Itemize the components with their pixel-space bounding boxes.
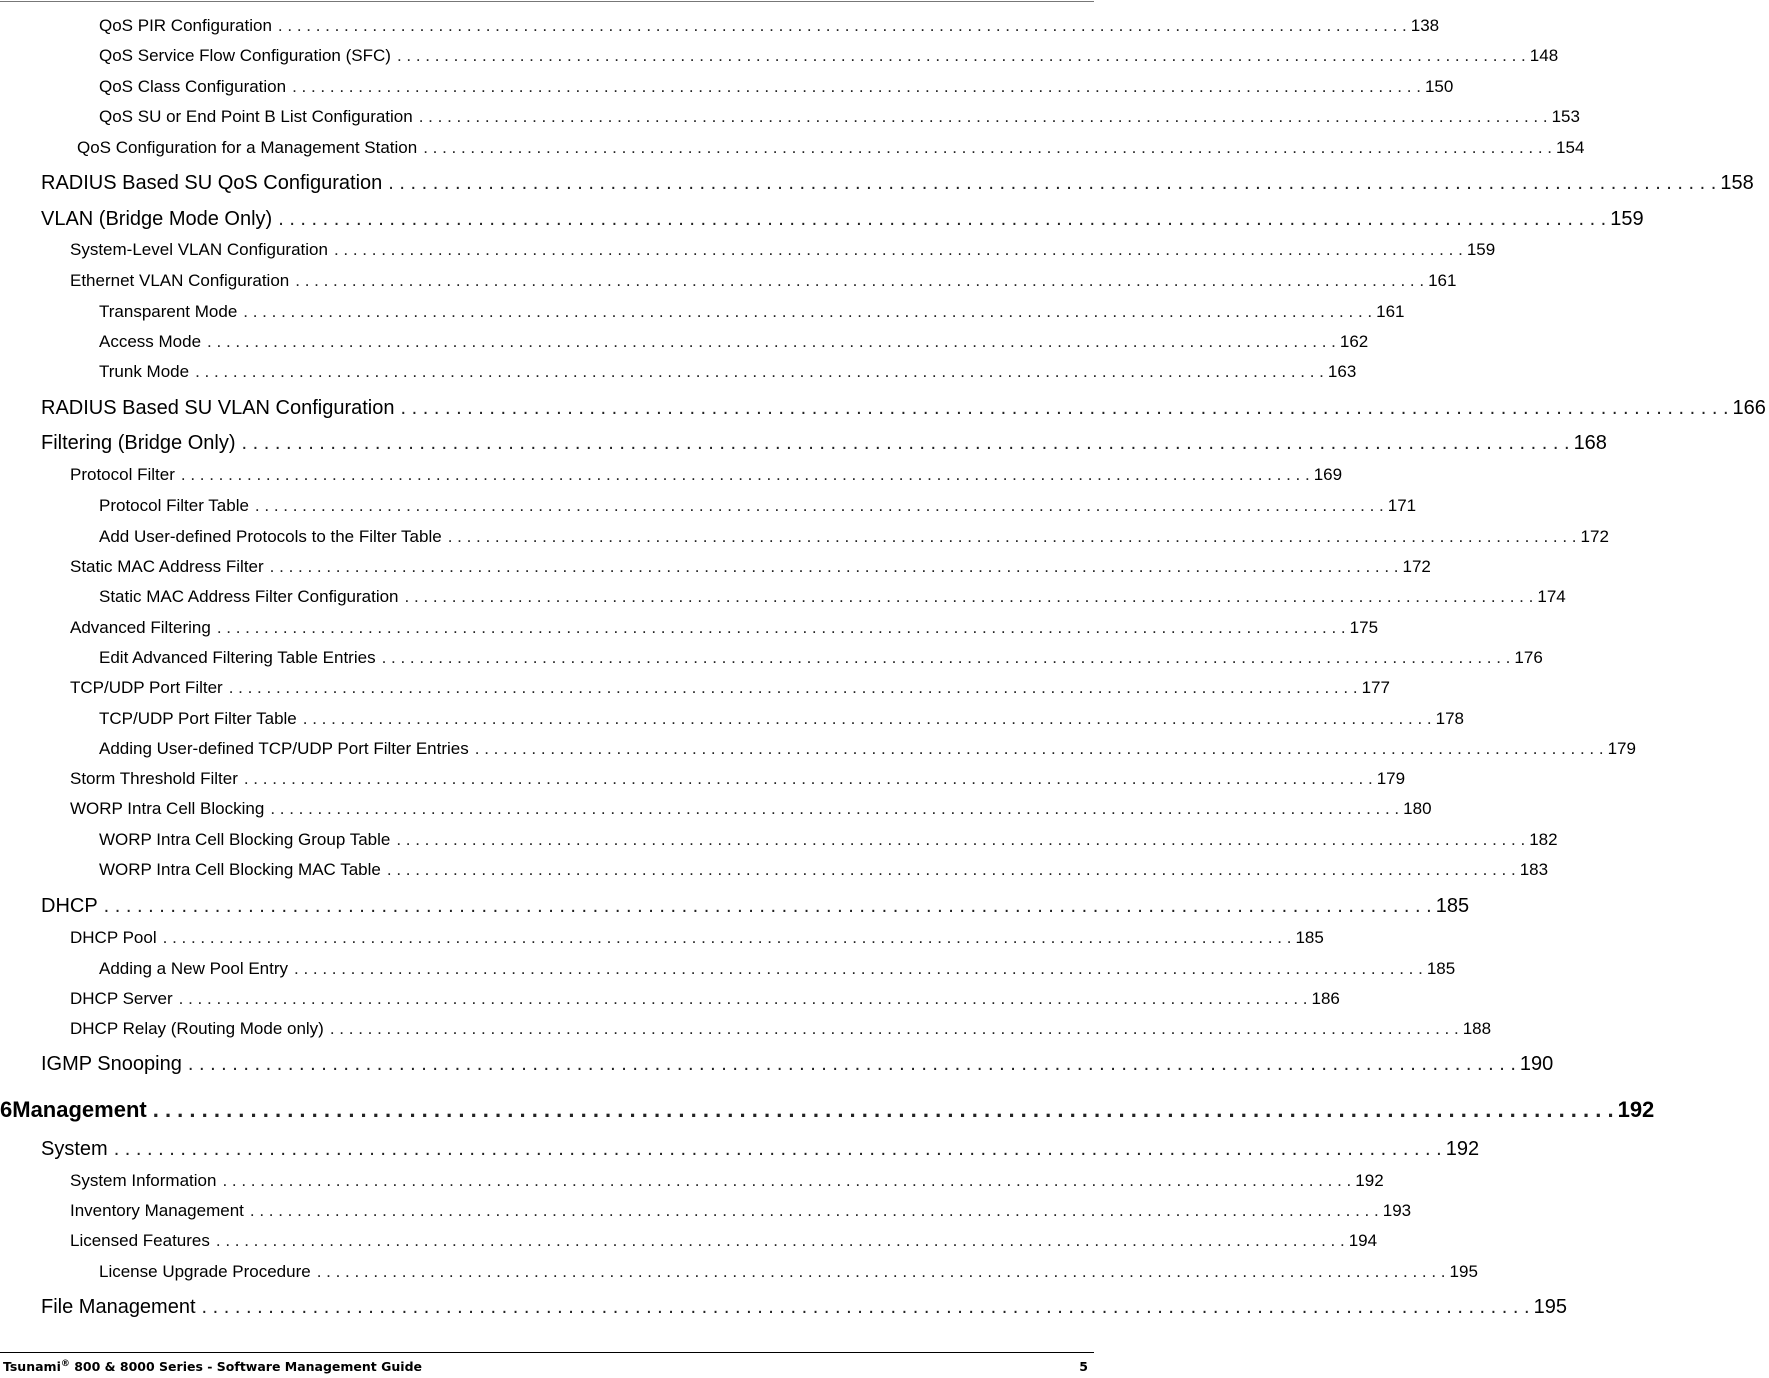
toc-page-number[interactable]: 154 [1556,138,1585,157]
toc-entry-title[interactable]: QoS Class Configuration [99,77,287,96]
toc-page-number[interactable]: 172 [1402,557,1431,576]
toc-entry-title[interactable]: Add User-defined Protocols to the Filter Table [99,527,442,546]
toc-dot-leader: . . . . . . . . . . . . . . . . . . . . . . . . . . . . . . . . . . . . . . . . . . . . . . . . . . . . . . . . . . . . . . . . . . . . . . . . . . . . . . . . . . . . . . . . . . . . . . . . . . . . . . . . . . . . . . . . . . . . . . . . [249,1201,1379,1220]
toc-page-number[interactable]: 178 [1435,709,1464,728]
toc-entry[interactable] [99,855,1549,885]
toc-dot-leader: . . . . . . . . . . . . . . . . . . . . . . . . . . . . . . . . . . . . . . . . . . . . . . . . . . . . . . . . . . . . . . . . . . . . . . . . . . . . . . . . . . . . . . . . . . . . . . . . . . . . . . . . . . . . . . . . . . . . . . . . [195,362,1324,381]
toc-entry-title[interactable]: DHCP Pool [70,928,157,947]
toc-dot-leader: . . . . . . . . . . . . . . . . . . . . . . . . . . . . . . . . . . . . . . . . . . . . . . . . . . . . . . . . . . . . . . . . . . . . . . . . . . . . . . . . . . . . . . . . . . . . . . . . . . . . . . . . . . . . . . . . . . . . . . . . [316,1262,1446,1281]
toc-page-number[interactable]: 163 [1327,362,1357,381]
toc-page-number[interactable]: 162 [1339,332,1369,351]
toc-entry[interactable] [41,204,1644,234]
toc-page-number[interactable]: 192 [1617,1097,1655,1122]
toc-page-number[interactable]: 159 [1610,207,1644,230]
toc-entry[interactable] [41,393,1766,423]
toc-page-number[interactable]: 180 [1403,799,1432,818]
toc-entry[interactable] [99,41,1559,71]
toc-entry[interactable] [70,552,1431,582]
toc-entry-title[interactable]: WORP Intra Cell Blocking MAC Table [99,860,381,879]
toc-entry-title[interactable]: System-Level VLAN Configuration [70,240,328,259]
toc-entry-title[interactable]: DHCP [41,894,98,917]
toc-entry-title[interactable]: Adding a New Pool Entry [99,959,288,978]
toc-dot-leader: . . . . . . . . . . . . . . . . . . . . . . . . . . . . . . . . . . . . . . . . . . . . . . . . . . . . . . . . . . . . . . . . . . . . . . . . . . . . . . . . . . . . . . . . . . . . . . . . . . . . . . . . . . . . . . . . . . . . . . . . [400,396,1729,419]
toc-entry-title[interactable]: System [41,1137,108,1160]
toc-entry[interactable] [41,1292,1567,1322]
toc-page-number[interactable]: 179 [1376,769,1406,788]
toc-page-number[interactable]: 159 [1466,240,1496,259]
toc-entry[interactable] [70,1014,1492,1044]
toc-entry-title[interactable]: WORP Intra Cell Blocking [70,799,265,818]
toc-entry[interactable] [41,168,1754,198]
toc-chapter-entry[interactable] [0,1095,1655,1125]
toc-page-number[interactable]: 194 [1348,1231,1378,1250]
toc-entry-title[interactable]: Storm Threshold Filter [70,769,238,788]
footer-rule [0,1352,1094,1353]
toc-page-number[interactable]: 185 [1426,959,1456,978]
toc-entry-title[interactable]: Transparent Mode [99,302,238,321]
toc-page-number[interactable]: 179 [1607,739,1636,758]
toc-entry[interactable] [70,794,1432,824]
toc-dot-leader: . . . . . . . . . . . . . . . . . . . . . . . . . . . . . . . . . . . . . . . . . . . . . . . . . . . . . . . . . . . . . . . . . . . . . . . . . . . . . . . . . . . . . . . . . . . . . . . . . . . . . . . . . . . . . . . . . . . . . . . . [178,989,1308,1008]
toc-entry-title[interactable]: Inventory Management [70,1201,244,1220]
toc-dot-leader: . . . . . . . . . . . . . . . . . . . . . . . . . . . . . . . . . . . . . . . . . . . . . . . . . . . . . . . . . . . . . . . . . . . . . . . . . . . . . . . . . . . . . . . . . . . . . . . . . . . . . . . . . . . . . . . . . . . . . . . . [187,1052,1516,1075]
toc-page-number[interactable]: 193 [1382,1201,1412,1220]
toc-dot-leader: . . . . . . . . . . . . . . . . . . . . . . . . . . . . . . . . . . . . . . . . . . . . . . . . . . . . . . . . . . . . . . . . . . . . . . . . . . . . . . . . . . . . . . . . . . . . . . . . . . . . . . . . . . . . . . . . . . . . . . . . [243,302,1373,321]
toc-entry-title[interactable]: QoS PIR Configuration [99,16,272,35]
toc-entry-title[interactable]: Filtering (Bridge Only) [41,431,236,454]
toc-dot-leader: . . . . . . . . . . . . . . . . . . . . . . . . . . . . . . . . . . . . . . . . . . . . . . . . . . . . . . . . . . . . . . . . . . . . . . . . . . . . . . . . . . . . . . . . . . . . . . . . . . . . . . . . . . . . . . . . . . . . . . . . [278,207,1607,230]
toc-entry[interactable] [70,266,1457,296]
toc-entry-title[interactable]: License Upgrade Procedure [99,1262,311,1281]
toc-entry-title[interactable]: Protocol Filter [70,465,175,484]
toc-dot-leader: . . . . . . . . . . . . . . . . . . . . . . . . . . . . . . . . . . . . . . . . . . . . . . . . . . . . . . . . . . . . . . . . . . . . . . . . . . . . . . . . . . . . . . . . . . . . . . . . . . . . . . . . . . . . . . . . . . . . . . . . [447,527,1577,546]
toc-dot-leader: . . . . . . . . . . . . . . . . . . . . . . . . . . . . . . . . . . . . . . . . . . . . . . . . . . . . . . . . . . . . . . . . . . . . . . . . . . . . . . . . . . . . . . . . . . . . . . . . . . . . . . . . . . . . . . . . . . . . . . . . [103,894,1432,917]
toc-dot-leader: . . . . . . . . . . . . . . . . . . . . . . . . . . . . . . . . . . . . . . . . . . . . . . . . . . . . . . . . . . . . . . . . . . . . . . . . . . . . . . . . . . . . . . . . . . . . . . . . . . . . . . . . . . . . . . . . . . . . . . . . [474,739,1604,758]
toc-entry-title[interactable]: Advanced Filtering [70,618,211,637]
toc-dot-leader: . . . . . . . . . . . . . . . . . . . . . . . . . . . . . . . . . . . . . . . . . . . . . . . . . . . . . . . . . . . . . . . . . . . . . . . . . . . . . . . . . . . . . . . . . . . . . . . . . . . . . . . . . . . . . . . . . . . . . . . . [215,1231,1345,1250]
toc-dot-leader: . . . . . . . . . . . . . . . . . . . . . . . . . . . . . . . . . . . . . . . . . . . . . . . . . . . . . . . . . . . . . . . . . . . . . . . . . . . . . . . . . . . . . . . . . . . . . . . . . . . . . . . . . . . . . . . . . . . . . . . . [381,648,1511,667]
toc-entry-title[interactable]: DHCP Server [70,989,173,1008]
toc-entry-title[interactable]: Static MAC Address Filter Configuration [99,587,399,606]
toc-entry-title[interactable]: Static MAC Address Filter [70,557,264,576]
toc-entry[interactable] [41,891,1470,921]
toc-entry[interactable] [99,954,1456,984]
toc-entry-title[interactable]: QoS Service Flow Configuration (SFC) [99,46,391,65]
toc-dot-leader: . . . . . . . . . . . . . . . . . . . . . . . . . . . . . . . . . . . . . . . . . . . . . . . . . . . . . . . . . . . . . . . . . . . . . . . . . . . . . . . . . . . . . . . . . . . . . . . . . . . . . . . . . . . . . . . . . . . . . . . . [270,799,1400,818]
toc-entry[interactable] [70,984,1340,1014]
toc-page-number[interactable]: 169 [1313,465,1343,484]
toc-entry[interactable] [99,297,1405,327]
toc-dot-leader: . . . . . . . . . . . . . . . . . . . . . . . . . . . . . . . . . . . . . . . . . . . . . . . . . . . . . . . . . . . . . . . . . . . . . . . . . . . . . . . . . . . . . . . . . . . . . . . . . . . . . . . . . . . . . . . . . . . . . . . . [333,240,1463,259]
toc-page-number[interactable]: 161 [1376,302,1405,321]
toc-dot-leader: . . . . . . . . . . . . . . . . . . . . . . . . . . . . . . . . . . . . . . . . . . . . . . . . . . . . . . . . . . . . . . . . . . . . . . . . . . . . . . . . . . . . . . . . . . . . . . . . . . . . . . . . . . . . . . . . . . . . . . . . [152,1097,1614,1122]
toc-dot-leader: . . . . . . . . . . . . . . . . . . . . . . . . . . . . . . . . . . . . . . . . . . . . . . . . . . . . . . . . . . . . . . . . . . . . . . . . . . . . . . . . . . . . . . . . . . . . . . . . . . . . . . . . . . . . . . . . . . . . . . . . [243,769,1373,788]
footer-brand: Tsunami [3,1359,61,1375]
toc-entry[interactable] [70,460,1343,490]
toc-entry[interactable] [99,11,1440,41]
toc-dot-leader: . . . . . . . . . . . . . . . . . . . . . . . . . . . . . . . . . . . . . . . . . . . . . . . . . . . . . . . . . . . . . . . . . . . . . . . . . . . . . . . . . . . . . . . . . . . . . . . . . . . . . . . . . . . . . . . . . . . . . . . . [269,557,1399,576]
toc-entry[interactable] [99,1257,1478,1287]
toc-entry[interactable] [99,327,1369,357]
toc-entry-title[interactable]: Licensed Features [70,1231,210,1250]
toc-dot-leader: . . . . . . . . . . . . . . . . . . . . . . . . . . . . . . . . . . . . . . . . . . . . . . . . . . . . . . . . . . . . . . . . . . . . . . . . . . . . . . . . . . . . . . . . . . . . . . . . . . . . . . . . . . . . . . . . . . . . . . . . [201,1295,1530,1318]
toc-page-number[interactable]: 182 [1529,830,1558,849]
toc-entry[interactable] [70,923,1324,953]
toc-page-number[interactable]: 185 [1295,928,1324,947]
toc-entry-title[interactable]: Access Mode [99,332,202,351]
toc-page-number[interactable]: 148 [1529,46,1559,65]
footer-title-text: 800 & 8000 Series - Software Management Guide [69,1359,423,1375]
toc-dot-leader: . . . . . . . . . . . . . . . . . . . . . . . . . . . . . . . . . . . . . . . . . . . . . . . . . . . . . . . . . . . . . . . . . . . . . . . . . . . . . . . . . . . . . . . . . . . . . . . . . . . . . . . . . . . . . . . . . . . . . . . . [216,618,1346,637]
toc-dot-leader: . . . . . . . . . . . . . . . . . . . . . . . . . . . . . . . . . . . . . . . . . . . . . . . . . . . . . . . . . . . . . . . . . . . . . . . . . . . . . . . . . . . . . . . . . . . . . . . . . . . . . . . . . . . . . . . . . . . . . . . . [295,271,1425,290]
toc-entry-title[interactable]: VLAN (Bridge Mode Only) [41,207,273,230]
toc-page-number[interactable]: 171 [1387,496,1417,515]
toc-page-number[interactable]: 186 [1311,989,1340,1008]
toc-page-number[interactable]: 158 [1720,171,1754,194]
toc-entry[interactable] [99,102,1580,132]
toc-entry[interactable] [99,357,1357,387]
toc-entry[interactable] [70,613,1379,643]
toc-entry-title[interactable]: QoS Configuration for a Management Station [77,138,418,157]
toc-dot-leader: . . . . . . . . . . . . . . . . . . . . . . . . . . . . . . . . . . . . . . . . . . . . . . . . . . . . . . . . . . . . . . . . . . . . . . . . . . . . . . . . . . . . . . . . . . . . . . . . . . . . . . . . . . . . . . . . . . . . . . . . [222,1171,1352,1190]
toc-page-number[interactable]: 161 [1428,271,1457,290]
toc-dot-leader: . . . . . . . . . . . . . . . . . . . . . . . . . . . . . . . . . . . . . . . . . . . . . . . . . . . . . . . . . . . . . . . . . . . . . . . . . . . . . . . . . . . . . . . . . . . . . . . . . . . . . . . . . . . . . . . . . . . . . . . . [418,107,1548,126]
toc-entry-title[interactable]: QoS SU or End Point B List Configuration [99,107,413,126]
toc-entry-title[interactable]: Ethernet VLAN Configuration [70,271,290,290]
toc-entry[interactable] [99,72,1454,102]
toc-entry[interactable] [70,1166,1384,1196]
page-footer [0,1359,1094,1377]
toc-entry-title[interactable]: WORP Intra Cell Blocking Group Table [99,830,391,849]
footer-guide-title [3,1359,422,1374]
toc-entry[interactable] [70,1196,1412,1226]
toc-page-number[interactable]: 185 [1435,894,1470,917]
toc-entry-title[interactable]: System Information [70,1171,217,1190]
toc-page-number[interactable]: 195 [1533,1295,1567,1318]
toc-page-number[interactable]: 188 [1462,1019,1492,1038]
toc-chapter-number: 6 [0,1097,13,1122]
toc-dot-leader: . . . . . . . . . . . . . . . . . . . . . . . . . . . . . . . . . . . . . . . . . . . . . . . . . . . . . . . . . . . . . . . . . . . . . . . . . . . . . . . . . . . . . . . . . . . . . . . . . . . . . . . . . . . . . . . . . . . . . . . . [241,431,1570,454]
toc-entry-title[interactable]: Edit Advanced Filtering Table Entries [99,648,376,667]
toc-page-number[interactable]: 174 [1537,587,1566,606]
toc-entry[interactable] [99,704,1464,734]
toc-entry[interactable] [99,825,1558,855]
toc-entry-title[interactable]: File Management [41,1295,196,1318]
toc-entry[interactable] [70,1226,1378,1256]
toc-page-number[interactable]: 153 [1551,107,1580,126]
toc-dot-leader: . . . . . . . . . . . . . . . . . . . . . . . . . . . . . . . . . . . . . . . . . . . . . . . . . . . . . . . . . . . . . . . . . . . . . . . . . . . . . . . . . . . . . . . . . . . . . . . . . . . . . . . . . . . . . . . . . . . . . . . . [113,1137,1442,1160]
toc-page-number[interactable]: 150 [1424,77,1454,96]
toc-page-number[interactable]: 175 [1349,618,1379,637]
toc-entry[interactable] [99,522,1609,552]
toc-page-number[interactable]: 195 [1449,1262,1478,1281]
toc-entry[interactable] [41,1049,1554,1079]
toc-dot-leader: . . . . . . . . . . . . . . . . . . . . . . . . . . . . . . . . . . . . . . . . . . . . . . . . . . . . . . . . . . . . . . . . . . . . . . . . . . . . . . . . . . . . . . . . . . . . . . . . . . . . . . . . . . . . . . . . . . . . . . . . [396,46,1526,65]
toc-entry-title[interactable]: TCP/UDP Port Filter [70,678,223,697]
toc-page-number[interactable]: 138 [1410,16,1440,35]
toc-dot-leader: . . . . . . . . . . . . . . . . . . . . . . . . . . . . . . . . . . . . . . . . . . . . . . . . . . . . . . . . . . . . . . . . . . . . . . . . . . . . . . . . . . . . . . . . . . . . . . . . . . . . . . . . . . . . . . . . . . . . . . . . [302,709,1432,728]
toc-dot-leader: . . . . . . . . . . . . . . . . . . . . . . . . . . . . . . . . . . . . . . . . . . . . . . . . . . . . . . . . . . . . . . . . . . . . . . . . . . . . . . . . . . . . . . . . . . . . . . . . . . . . . . . . . . . . . . . . . . . . . . . . [207,332,1336,351]
toc-page-number[interactable]: 192 [1445,1137,1480,1160]
toc-entry[interactable] [41,1134,1480,1164]
toc-entry-title[interactable]: Management [12,1097,147,1122]
toc-page-number[interactable]: 172 [1580,527,1609,546]
toc-entry-title[interactable]: IGMP Snooping [41,1052,182,1075]
toc-page-number[interactable]: 177 [1361,678,1390,697]
toc-dot-leader: . . . . . . . . . . . . . . . . . . . . . . . . . . . . . . . . . . . . . . . . . . . . . . . . . . . . . . . . . . . . . . . . . . . . . . . . . . . . . . . . . . . . . . . . . . . . . . . . . . . . . . . . . . . . . . . . . . . . . . . . [329,1019,1459,1038]
toc-entry-title[interactable]: DHCP Relay (Routing Mode only) [70,1019,324,1038]
toc-page-number[interactable]: 190 [1519,1052,1554,1075]
toc-entry-title[interactable]: Trunk Mode [99,362,190,381]
toc-page-number[interactable]: 166 [1732,396,1766,419]
toc-entry-title[interactable]: Protocol Filter Table [99,496,249,515]
toc-entry-title[interactable]: RADIUS Based SU QoS Configuration [41,171,383,194]
toc-dot-leader: . . . . . . . . . . . . . . . . . . . . . . . . . . . . . . . . . . . . . . . . . . . . . . . . . . . . . . . . . . . . . . . . . . . . . . . . . . . . . . . . . . . . . . . . . . . . . . . . . . . . . . . . . . . . . . . . . . . . . . . . [388,171,1717,194]
toc-dot-leader: . . . . . . . . . . . . . . . . . . . . . . . . . . . . . . . . . . . . . . . . . . . . . . . . . . . . . . . . . . . . . . . . . . . . . . . . . . . . . . . . . . . . . . . . . . . . . . . . . . . . . . . . . . . . . . . . . . . . . . . . [292,77,1421,96]
toc-entry[interactable] [99,643,1543,673]
toc-dot-leader: . . . . . . . . . . . . . . . . . . . . . . . . . . . . . . . . . . . . . . . . . . . . . . . . . . . . . . . . . . . . . . . . . . . . . . . . . . . . . . . . . . . . . . . . . . . . . . . . . . . . . . . . . . . . . . . . . . . . . . . . [180,465,1310,484]
toc-entry[interactable] [70,235,1496,265]
toc-entry[interactable] [77,133,1585,163]
toc-entry[interactable] [41,428,1607,458]
toc-dot-leader: . . . . . . . . . . . . . . . . . . . . . . . . . . . . . . . . . . . . . . . . . . . . . . . . . . . . . . . . . . . . . . . . . . . . . . . . . . . . . . . . . . . . . . . . . . . . . . . . . . . . . . . . . . . . . . . . . . . . . . . . [386,860,1516,879]
toc-dot-leader: . . . . . . . . . . . . . . . . . . . . . . . . . . . . . . . . . . . . . . . . . . . . . . . . . . . . . . . . . . . . . . . . . . . . . . . . . . . . . . . . . . . . . . . . . . . . . . . . . . . . . . . . . . . . . . . . . . . . . . . . [396,830,1526,849]
toc-entry-title[interactable]: Adding User-defined TCP/UDP Port Filter Entries [99,739,469,758]
toc-dot-leader: . . . . . . . . . . . . . . . . . . . . . . . . . . . . . . . . . . . . . . . . . . . . . . . . . . . . . . . . . . . . . . . . . . . . . . . . . . . . . . . . . . . . . . . . . . . . . . . . . . . . . . . . . . . . . . . . . . . . . . . . [228,678,1358,697]
registered-mark: ® [60,1359,70,1369]
toc-dot-leader: . . . . . . . . . . . . . . . . . . . . . . . . . . . . . . . . . . . . . . . . . . . . . . . . . . . . . . . . . . . . . . . . . . . . . . . . . . . . . . . . . . . . . . . . . . . . . . . . . . . . . . . . . . . . . . . . . . . . . . . . [404,587,1534,606]
toc-page-number[interactable]: 192 [1355,1171,1384,1190]
toc-page-number[interactable]: 176 [1514,648,1543,667]
toc-entry[interactable] [99,491,1417,521]
toc-entry[interactable] [70,764,1406,794]
toc-page-number[interactable]: 168 [1573,431,1607,454]
toc-entry[interactable] [99,582,1566,612]
toc-entry-title[interactable]: RADIUS Based SU VLAN Configuration [41,396,395,419]
toc-entry-title[interactable]: TCP/UDP Port Filter Table [99,709,297,728]
toc-entry[interactable] [99,734,1636,764]
toc-page-number[interactable]: 183 [1519,860,1549,879]
toc-dot-leader: . . . . . . . . . . . . . . . . . . . . . . . . . . . . . . . . . . . . . . . . . . . . . . . . . . . . . . . . . . . . . . . . . . . . . . . . . . . . . . . . . . . . . . . . . . . . . . . . . . . . . . . . . . . . . . . . . . . . . . . . [162,928,1292,947]
toc-dot-leader: . . . . . . . . . . . . . . . . . . . . . . . . . . . . . . . . . . . . . . . . . . . . . . . . . . . . . . . . . . . . . . . . . . . . . . . . . . . . . . . . . . . . . . . . . . . . . . . . . . . . . . . . . . . . . . . . . . . . . . . . [294,959,1423,978]
footer-page-number: 5 [1079,1359,1088,1374]
toc-dot-leader: . . . . . . . . . . . . . . . . . . . . . . . . . . . . . . . . . . . . . . . . . . . . . . . . . . . . . . . . . . . . . . . . . . . . . . . . . . . . . . . . . . . . . . . . . . . . . . . . . . . . . . . . . . . . . . . . . . . . . . . . [423,138,1553,157]
toc-dot-leader: . . . . . . . . . . . . . . . . . . . . . . . . . . . . . . . . . . . . . . . . . . . . . . . . . . . . . . . . . . . . . . . . . . . . . . . . . . . . . . . . . . . . . . . . . . . . . . . . . . . . . . . . . . . . . . . . . . . . . . . . [277,16,1407,35]
toc-dot-leader: . . . . . . . . . . . . . . . . . . . . . . . . . . . . . . . . . . . . . . . . . . . . . . . . . . . . . . . . . . . . . . . . . . . . . . . . . . . . . . . . . . . . . . . . . . . . . . . . . . . . . . . . . . . . . . . . . . . . . . . . [254,496,1384,515]
toc-entry[interactable] [70,673,1390,703]
